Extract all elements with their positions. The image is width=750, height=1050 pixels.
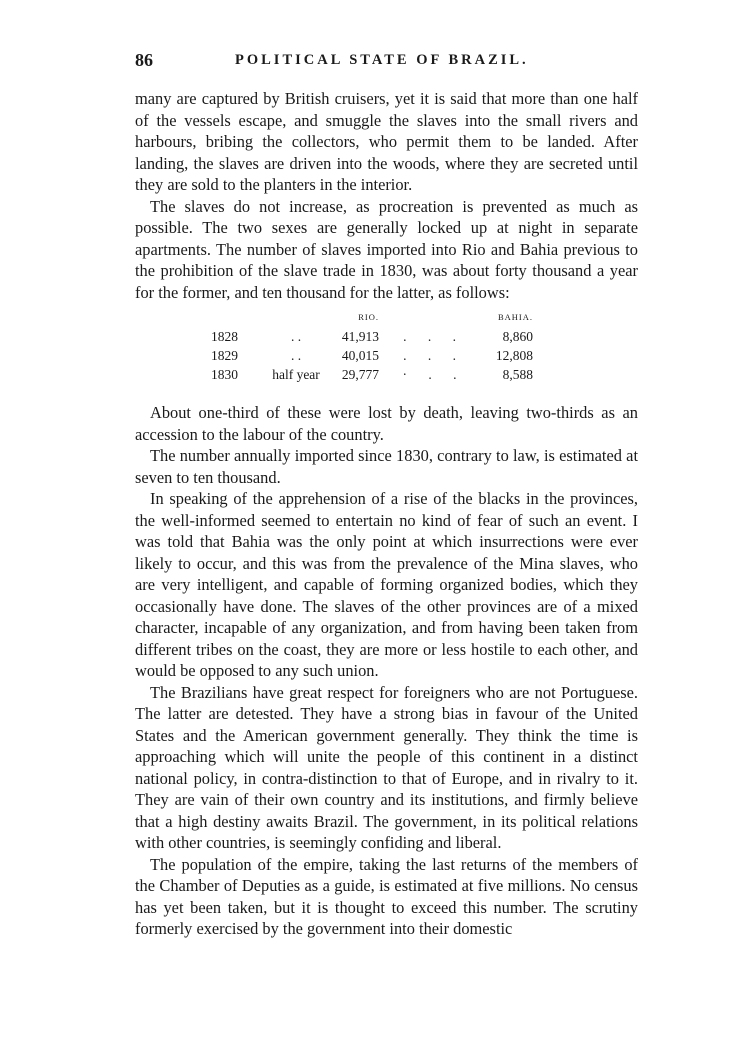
bahia-cell: 12,808 [495,348,533,363]
rio-cell: 29,777 [341,367,379,382]
table-header-row [211,308,533,327]
paragraph: The population of the empire, taking the last returns of the members of the Chamber of Deputies as a guide, is estimated at five millions. No census has yet been taken, but it is thought to exceed this number. The scrutiny formerly exercised by the government into their domestic [135,854,638,938]
bahia-cell: 8,588 [502,367,533,382]
paragraph: In speaking of the apprehension of a rise of the blacks in the provinces, the well-informed seemed to entertain no kind of fear of such an event. I was told that Bahia was the only point at which insurrections were ever likely to occur, and this was from the prevalence of the Mina slaves, who are very intelligent, and capable of forming organized bodies, which they occasionally have done. The slaves of the other provinces are of a mixed character, incapable of any organization, and from having been taken from different tribes on the coast, they are more or less hostile to each other, and would be opposed to any such union. [135,489,638,680]
slave-imports-table [211,308,533,384]
page-header [135,50,635,74]
year-cell: 1829 [211,348,238,363]
table-row [211,346,533,365]
rio-cell: 40,015 [341,348,379,363]
column-header-bahia: BAHIA. [497,312,533,322]
running-title: POLITICAL STATE OF BRAZIL. [235,52,529,68]
body-text [135,88,638,940]
column-header-rio: RIO. [358,312,379,322]
leader-dots: · . . [402,367,466,382]
page-number: 86 [135,50,153,70]
note-cell: . . [290,329,302,344]
leader-dots: . . . [403,348,465,363]
paragraph: About one-third of these were lost by death, leaving two-thirds as an accession to the labour of the country. [135,403,638,444]
note-cell: . . [290,348,302,363]
paragraph: The Brazilians have great respect for foreigners who are not Portuguese. The latter are detested. They have a strong bias in favour of the United States and the American government generally. They think the time is approaching which will unite the people of this continent in a distinct national policy, in contra-distinction to that of Europe, and in rivalry to it. They are vain of their own country and its institutions, and firmly believe that a high destiny awaits Brazil. The government, in its political relations with other countries, is seemingly confiding and liberal. [135,682,638,852]
table-row [211,327,533,346]
note-cell: half year [272,367,320,382]
year-cell: 1830 [211,367,238,382]
bahia-cell: 8,860 [502,329,533,344]
rio-cell: 41,913 [341,329,379,344]
leader-dots: . . . [403,329,465,344]
table-row [211,365,533,384]
paragraph: many are captured by British cruisers, yet it is said that more than one half of the vessels escape, and smuggle the slaves into the small rivers and harbours, bribing the collectors, who permit them to be landed. After landing, the slaves are driven into the woods, where they are secreted until they are sold to the planters in the interior. [135,89,638,194]
paragraph: The slaves do not increase, as procreation is prevented as much as possible. The two sexes are generally locked up at night in separate apartments. The number of slaves imported into Rio and Bahia previous to the prohibition of the slave trade in 1830, was about forty thousand a year for the former, and ten thousand for the latter, as follows: [135,196,638,302]
year-cell: 1828 [211,329,238,344]
paragraph: The number annually imported since 1830, contrary to law, is estimated at seven to ten thousand. [135,446,638,487]
